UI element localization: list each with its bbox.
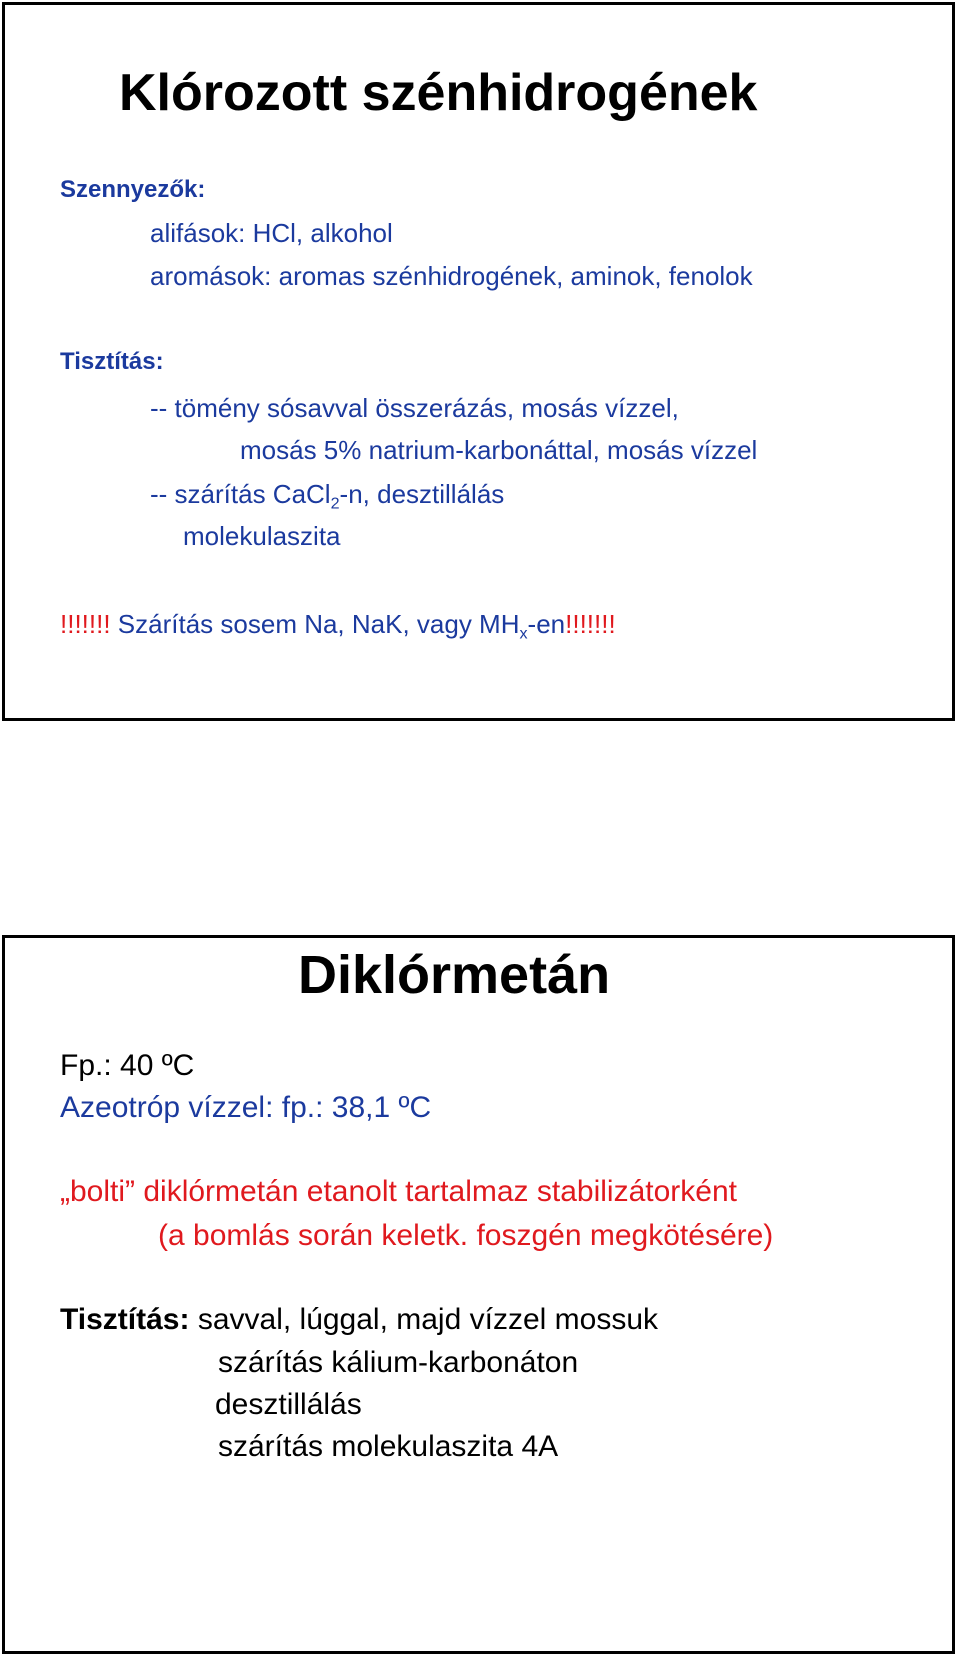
purification-step: mosás 5% natrium-karbonáttal, mosás vízzel xyxy=(240,435,758,465)
warning-line xyxy=(60,609,616,643)
purification-text: savval, lúggal, majd vízzel mossuk xyxy=(189,1303,658,1336)
pollutant-item: aromások: aromas szénhidrogének, aminok, fenolok xyxy=(150,261,753,291)
step-text: -- szárítás CaCl xyxy=(150,479,331,509)
purification-step xyxy=(150,479,505,513)
stabilizer-note: (a bomlás során keletk. foszgén megkötésére) xyxy=(158,1219,774,1252)
slide-dichloromethane xyxy=(2,935,955,1654)
slide-title: Klórozott szénhidrogének xyxy=(119,64,758,122)
purification-heading: Tisztítás: xyxy=(60,348,164,375)
step-text: -n, desztillálás xyxy=(339,479,505,509)
subscript: x xyxy=(519,624,528,643)
slide-chlorinated-hydrocarbons xyxy=(2,2,955,721)
stabilizer-note: „bolti” diklórmetán etanolt tartalmaz stabilizátorként xyxy=(60,1175,737,1208)
purification-step: -- tömény sósavval összerázás, mosás vízzel, xyxy=(150,393,679,423)
warning-text: -en xyxy=(527,609,566,639)
azeotrope-info: Azeotróp vízzel: fp.: 38,1 ºC xyxy=(60,1091,432,1124)
slide-title: Diklórmetán xyxy=(298,945,611,1005)
boiling-point: Fp.: 40 ºC xyxy=(60,1049,195,1082)
warning-text: Szárítás sosem Na, NaK, vagy MH xyxy=(110,609,520,639)
purification-line xyxy=(60,1305,658,1335)
warning-exclamations: !!!!!!! xyxy=(60,609,111,639)
purification-heading: Tisztítás: xyxy=(60,1303,190,1336)
purification-step: szárítás molekulaszita 4A xyxy=(218,1430,559,1463)
subscript: 2 xyxy=(330,494,340,513)
warning-exclamations: !!!!!!! xyxy=(565,609,616,639)
purification-step: szárítás kálium-karbonáton xyxy=(218,1346,579,1379)
purification-step: desztillálás xyxy=(215,1388,362,1421)
pollutants-heading: Szennyezők: xyxy=(60,176,206,203)
pollutant-item: alifások: HCl, alkohol xyxy=(150,218,393,248)
purification-step: molekulaszita xyxy=(183,521,341,551)
